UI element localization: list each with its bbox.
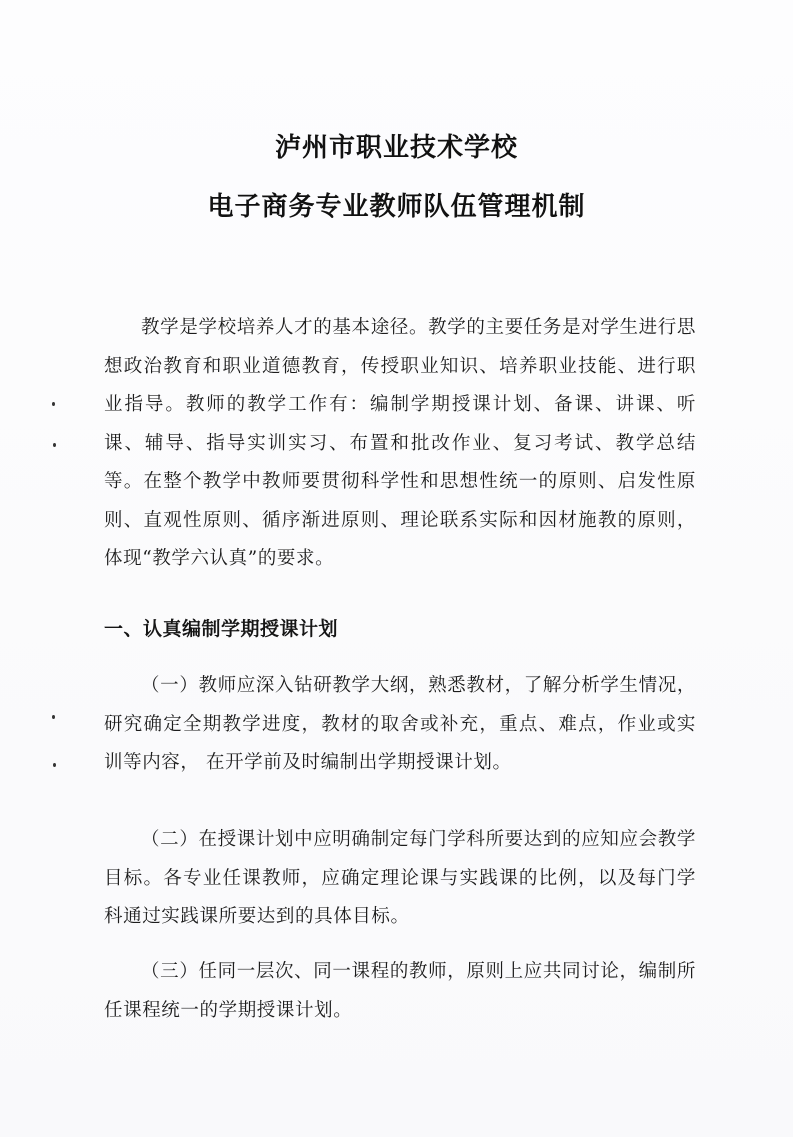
item-paragraph-2 — [104, 821, 696, 937]
item-text-3: （三）任同一层次、同一课程的教师，原则上应共同讨论，编制所任课程统一的学期授课计划。 — [104, 961, 696, 1021]
item-text-2: （二）在授课计划中应明确制定每门学科所要达到的应知应会教学目标。各专业任课教师，应确定理论课与实践课的比例，以及每门学科通过实践课所要达到的具体目标。 — [104, 829, 696, 927]
scan-mark — [53, 763, 56, 767]
item-paragraph-3 — [104, 953, 696, 1030]
intro-text: 教学是学校培养人才的基本途径。教学的主要任务是对学生进行思想政治教育和职业道德教育，传授职业知识、培养职业技能、进行职业指导。教师的教学工作有：编制学期授课计划、备课、讲课、听课、辅导、指导实训实习、布置和批改作业、复习考试、教学总结等。在整个教学中教师要贯彻科学性和思想性统一的原则、启发性原则、直观性原则、循序渐进原则、理论联系实际和因材施教的原则，体现“教学六认真”的要求。 — [104, 317, 696, 569]
intro-paragraph — [104, 309, 696, 579]
document-title-school: 泸州市职业技术学校 — [274, 133, 518, 163]
item-paragraph-1 — [104, 667, 696, 783]
scan-mark — [53, 443, 56, 447]
scan-mark — [52, 402, 55, 406]
scan-mark — [52, 715, 55, 719]
document-title-subject: 电子商务专业教师队伍管理机制 — [207, 192, 586, 222]
section-heading-1: 一、认真编制学期授课计划 — [104, 618, 339, 640]
item-text-1: （一）教师应深入钻研教学大纲，熟悉教材，了解分析学生情况，研究确定全期教学进度，教材的取舍或补充，重点、难点，作业或实训等内容， 在开学前及时编制出学期授课计划。 — [104, 675, 696, 773]
